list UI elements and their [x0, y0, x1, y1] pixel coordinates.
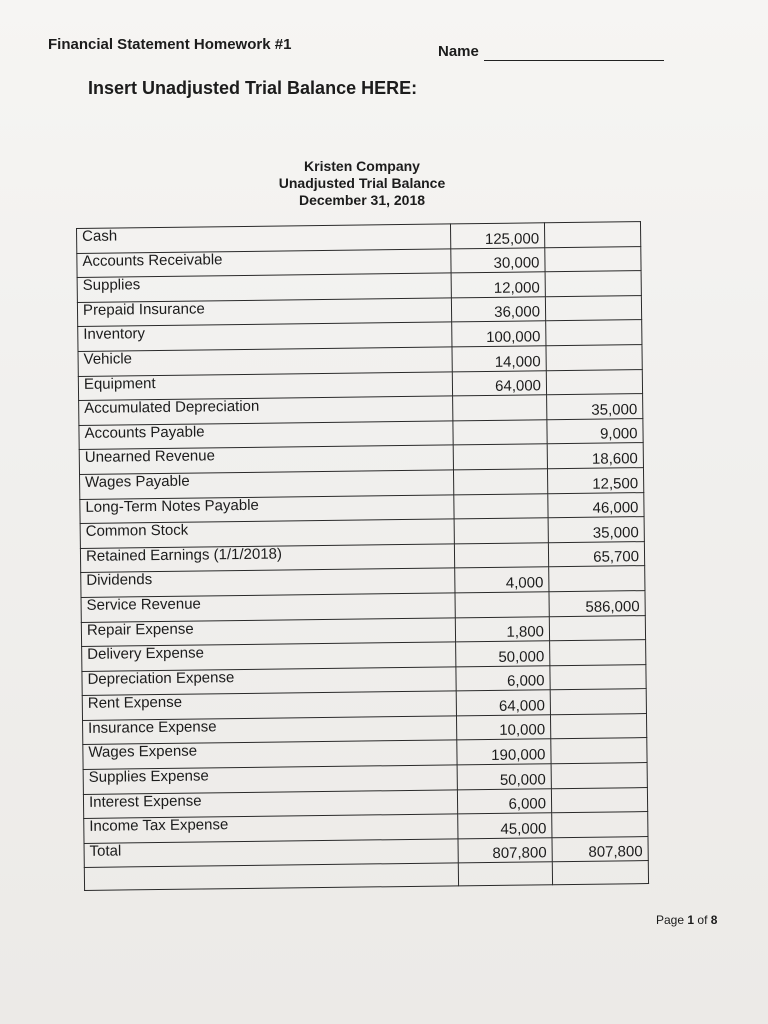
credit-amount: [549, 615, 645, 641]
credit-amount: [545, 246, 641, 272]
credit-amount: [546, 320, 642, 346]
account-name: Delivery Expense: [82, 642, 456, 671]
instruction-heading: Insert Unadjusted Trial Balance HERE:: [88, 78, 418, 98]
credit-amount: [544, 222, 640, 248]
account-name: Prepaid Insurance: [77, 298, 451, 327]
debit-amount: 4,000: [455, 567, 549, 593]
credit-amount: [550, 664, 646, 690]
account-name: Insurance Expense: [83, 716, 457, 745]
account-name: Cash: [77, 224, 451, 253]
credit-amount: 46,000: [548, 492, 644, 518]
total-debit: 807,800: [458, 838, 552, 864]
debit-amount: 190,000: [457, 739, 551, 765]
debit-amount: [454, 493, 548, 519]
account-name: Repair Expense: [81, 617, 455, 646]
account-name: Supplies: [77, 273, 451, 302]
account-name: Long-Term Notes Payable: [80, 494, 454, 523]
credit-amount: [552, 812, 648, 838]
debit-amount: [454, 518, 548, 544]
homework-title: Financial Statement Homework #1: [48, 36, 292, 53]
trial-balance-body: [77, 222, 649, 891]
report-title: Unadjusted Trial Balance: [278, 175, 446, 191]
debit-amount: 10,000: [456, 715, 550, 741]
debit-amount: 36,000: [451, 297, 545, 323]
credit-amount: 65,700: [548, 541, 644, 567]
debit-amount: 50,000: [456, 641, 550, 667]
blank-cell: [458, 862, 552, 886]
page-number: [656, 913, 717, 927]
account-name: Accumulated Depreciation: [79, 396, 453, 425]
account-name: Equipment: [78, 371, 452, 400]
debit-amount: [453, 395, 547, 421]
debit-amount: 6,000: [456, 665, 550, 691]
debit-amount: [453, 444, 547, 470]
debit-amount: 12,000: [451, 272, 545, 298]
account-name: Common Stock: [80, 519, 454, 548]
name-label: Name: [438, 43, 479, 60]
company-name: Kristen Company: [304, 158, 420, 174]
report-header: [240, 158, 484, 209]
account-name: Wages Expense: [83, 740, 457, 769]
blank-cell: [84, 863, 458, 891]
credit-amount: 12,500: [547, 468, 643, 494]
account-name: Unearned Revenue: [79, 445, 453, 474]
account-name: Accounts Receivable: [77, 249, 451, 278]
total-credit: 807,800: [552, 836, 648, 862]
credit-amount: [550, 689, 646, 715]
total-label: Total: [84, 839, 458, 868]
debit-amount: 125,000: [450, 223, 544, 249]
of-word: of: [697, 913, 708, 927]
credit-amount: 586,000: [549, 590, 645, 616]
account-name: Vehicle: [78, 347, 452, 376]
debit-amount: 1,800: [455, 616, 549, 642]
debit-amount: [453, 469, 547, 495]
account-name: Rent Expense: [82, 691, 456, 720]
account-name: Income Tax Expense: [84, 814, 458, 843]
debit-amount: [454, 542, 548, 568]
credit-amount: [545, 271, 641, 297]
debit-amount: [453, 420, 547, 446]
report-date: December 31, 2018: [298, 192, 426, 208]
credit-amount: [550, 640, 646, 666]
account-name: Interest Expense: [83, 790, 457, 819]
page-current: 1: [687, 913, 695, 927]
account-name: Accounts Payable: [79, 421, 453, 450]
trial-balance-table: [76, 221, 649, 891]
debit-amount: 45,000: [458, 813, 552, 839]
debit-amount: [455, 592, 549, 618]
page-total: 8: [710, 913, 718, 927]
blank-cell: [552, 861, 648, 885]
credit-amount: [546, 369, 642, 395]
credit-amount: [551, 763, 647, 789]
debit-amount: 14,000: [452, 346, 546, 372]
credit-amount: [550, 713, 646, 739]
credit-amount: 35,000: [548, 517, 644, 543]
account-name: Retained Earnings (1/1/2018): [80, 544, 454, 573]
credit-amount: 18,600: [547, 443, 643, 469]
credit-amount: 35,000: [547, 394, 643, 420]
debit-amount: 6,000: [457, 788, 551, 814]
debit-amount: 50,000: [457, 764, 551, 790]
debit-amount: 64,000: [452, 370, 546, 396]
name-blank-line: [484, 60, 664, 61]
account-name: Service Revenue: [81, 593, 455, 622]
credit-amount: 9,000: [547, 418, 643, 444]
debit-amount: 30,000: [451, 247, 545, 273]
credit-amount: [551, 787, 647, 813]
credit-amount: [546, 345, 642, 371]
credit-amount: [545, 295, 641, 321]
account-name: Depreciation Expense: [82, 667, 456, 696]
debit-amount: 64,000: [456, 690, 550, 716]
credit-amount: [549, 566, 645, 592]
account-name: Inventory: [78, 322, 452, 351]
page-word: Page: [656, 913, 685, 927]
account-name: Dividends: [81, 568, 455, 597]
debit-amount: 100,000: [452, 321, 546, 347]
account-name: Wages Payable: [80, 470, 454, 499]
credit-amount: [551, 738, 647, 764]
account-name: Supplies Expense: [83, 765, 457, 794]
